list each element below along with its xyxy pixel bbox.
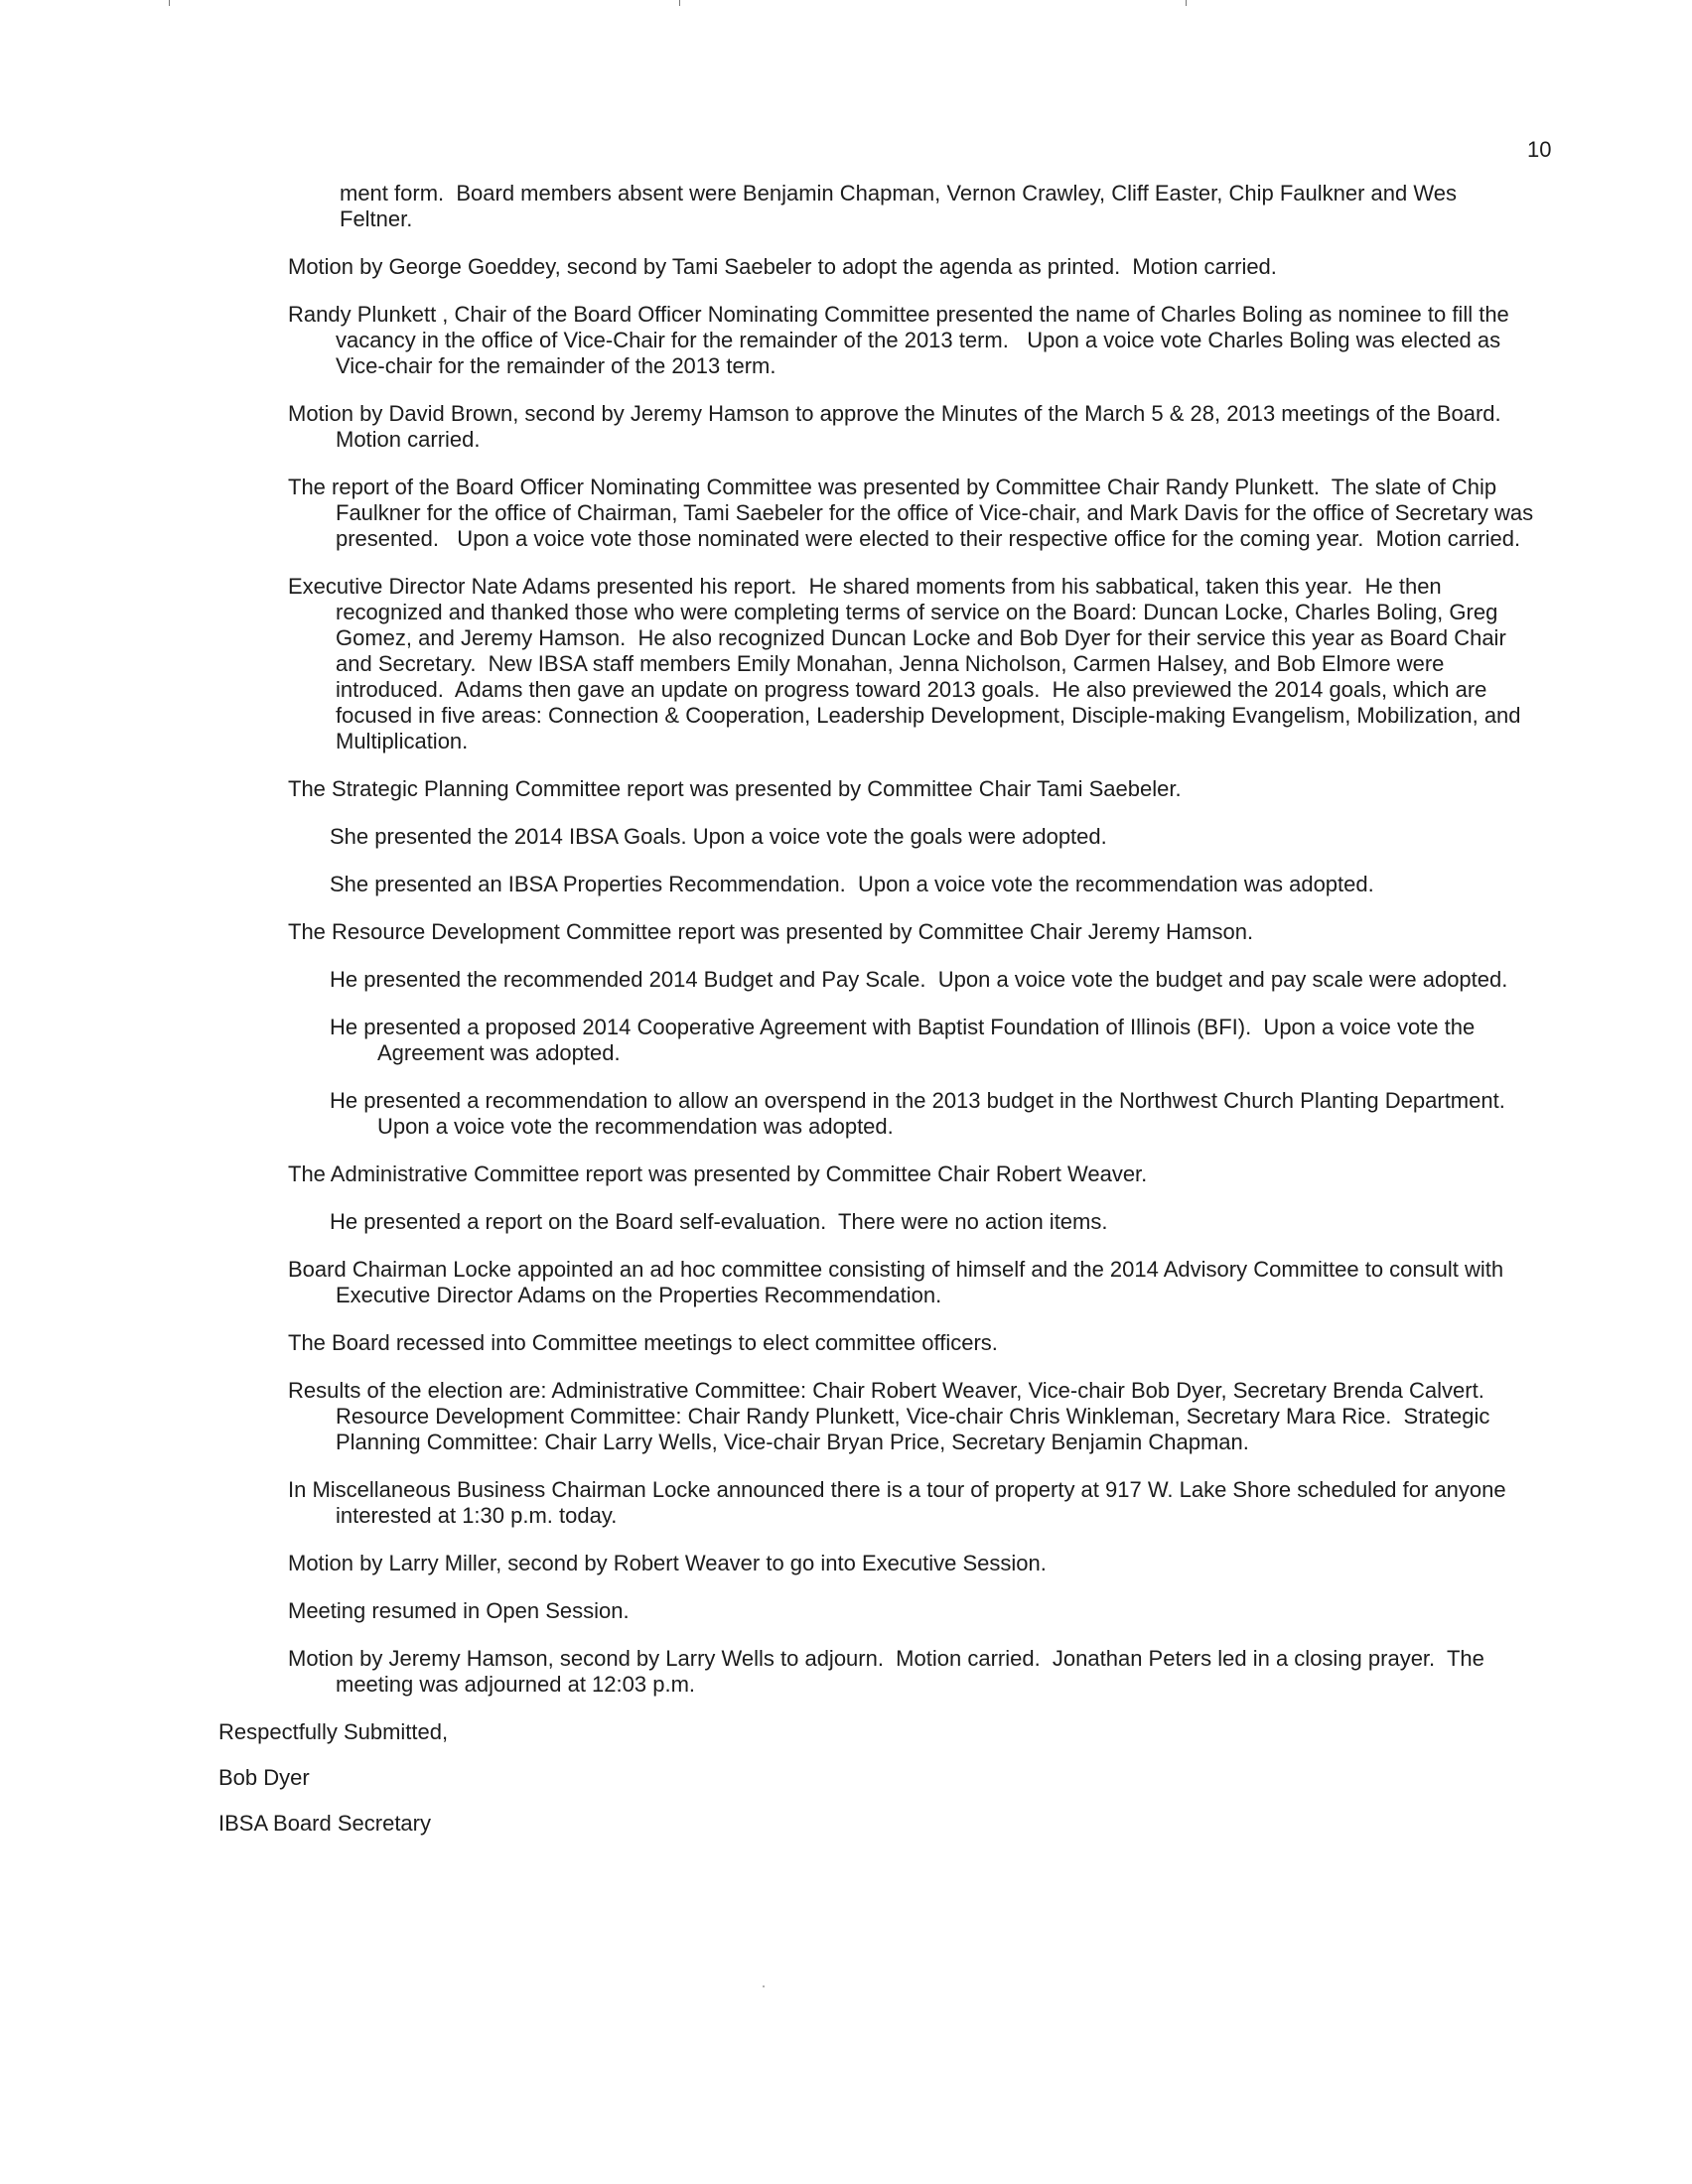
- paragraph-open-session: Meeting resumed in Open Session.: [288, 1598, 630, 1623]
- scan-mark: [1186, 0, 1187, 6]
- paragraph-committee-recess: The Board recessed into Committee meetings to elect committee officers.: [288, 1330, 998, 1355]
- paragraph-attendance: ment form. Board members absent were Benjamin Chapman, Vernon Crawley, Cliff Easter, Chip Faulkner and Wes Feltner.: [340, 181, 1464, 231]
- scan-speck: [763, 1985, 765, 1987]
- paragraph-overspend-recommendation: He presented a recommendation to allow an overspend in the 2013 budget in the Northwest Church Planting Department. Upon a voice vote the recommendation was adopted.: [330, 1088, 1518, 1139]
- page-number: 10: [1527, 137, 1552, 162]
- scan-mark: [679, 0, 680, 6]
- signature-name: Bob Dyer: [218, 1765, 310, 1790]
- signature-closing: Respectfully Submitted,: [218, 1719, 449, 1744]
- paragraph-executive-director-report: Executive Director Nate Adams presented his report. He shared moments from his sabbatical, taken this year. He then recognized and thanked those who were completing terms of service on the Board: Duncan Locke, Charles Boling, Greg Gomez, and Jeremy Hamson. He also recognized Duncan Locke and Bob Dyer for their service this year as Board Chair and Secretary. New IBSA staff members Emily Monahan, Jenna Nicholson, Carmen Halsey, and Bob Elmore were introduced. Adams then gave an update on progress toward 2013 goals. He also previewed the 2014 goals, which are focused in five areas: Connection & Cooperation, Leadership Development, Disciple-making Evangelism, Mobilization, and Multiplication.: [288, 574, 1527, 753]
- paragraph-self-evaluation: He presented a report on the Board self-evaluation. There were no action items.: [330, 1209, 1108, 1234]
- signature-title: IBSA Board Secretary: [218, 1811, 431, 1836]
- paragraph-cooperative-agreement: He presented a proposed 2014 Cooperative Agreement with Baptist Foundation of Illinois (BFI). Upon a voice vote the Agreement was adopted.: [330, 1015, 1480, 1065]
- paragraph-resource-development-report: The Resource Development Committee report was presented by Committee Chair Jeremy Hamson.: [288, 919, 1254, 944]
- paragraph-administrative-report: The Administrative Committee report was presented by Committee Chair Robert Weaver.: [288, 1161, 1148, 1186]
- minutes-body: [0, 181, 1692, 1856]
- paragraph-vice-chair-vacancy: Randy Plunkett , Chair of the Board Officer Nominating Committee presented the name of Charles Boling as nominee to fill the vacancy in the office of Vice-Chair for the remainder of the 2013 term. Upon a voice vote Charles Boling was elected as Vice-chair for the remainder of the 2013 term.: [288, 302, 1515, 378]
- paragraph-minutes-approval: Motion by David Brown, second by Jeremy Hamson to approve the Minutes of the March 5 & 28, 2013 meetings of the Board. Motion carried.: [288, 401, 1513, 452]
- paragraph-budget-pay-scale: He presented the recommended 2014 Budget and Pay Scale. Upon a voice vote the budget and pay scale were adopted.: [330, 967, 1508, 992]
- paragraph-agenda-motion: Motion by George Goeddey, second by Tami Saebeler to adopt the agenda as printed. Motion carried.: [288, 254, 1277, 279]
- paragraph-ad-hoc-committee: Board Chairman Locke appointed an ad hoc committee consisting of himself and the 2014 Advisory Committee to consult with Executive Director Adams on the Properties Recommendation.: [288, 1257, 1510, 1307]
- paragraph-strategic-planning-report: The Strategic Planning Committee report was presented by Committee Chair Tami Saebeler.: [288, 776, 1182, 801]
- paragraph-miscellaneous-business: In Miscellaneous Business Chairman Locke announced there is a tour of property at 917 W. Lake Shore scheduled for anyone interested at 1:30 p.m. today.: [288, 1477, 1512, 1528]
- paragraph-officer-slate: The report of the Board Officer Nominating Committee was presented by Committee Chair Randy Plunkett. The slate of Chip Faulkner for the office of Chairman, Tami Saebeler for the office of Vice-chair, and Mark Davis for the office of Secretary was presented. Upon a voice vote those nominated were elected to their respective office for the coming year. Motion carried.: [288, 475, 1540, 551]
- paragraph-ibsa-goals: She presented the 2014 IBSA Goals. Upon a voice vote the goals were adopted.: [330, 824, 1107, 849]
- scan-edge-marks: [0, 0, 1692, 6]
- scan-mark: [169, 0, 170, 6]
- paragraph-executive-session: Motion by Larry Miller, second by Robert Weaver to go into Executive Session.: [288, 1551, 1047, 1575]
- paragraph-election-results: Results of the election are: Administrative Committee: Chair Robert Weaver, Vice-chair Bob Dyer, Secretary Brenda Calvert. Resource Development Committee: Chair Randy Plunkett, Vice-chair Chris Winkleman, Secretary Mara Rice. Strategic Planning Committee: Chair Larry Wells, Vice-chair Bryan Price, Secretary Benjamin Chapman.: [288, 1378, 1497, 1454]
- paragraph-properties-recommendation: She presented an IBSA Properties Recommendation. Upon a voice vote the recommendation was adopted.: [330, 872, 1374, 896]
- paragraph-adjournment: Motion by Jeremy Hamson, second by Larry Wells to adjourn. Motion carried. Jonathan Peters led in a closing prayer. The meeting was adjourned at 12:03 p.m.: [288, 1646, 1491, 1697]
